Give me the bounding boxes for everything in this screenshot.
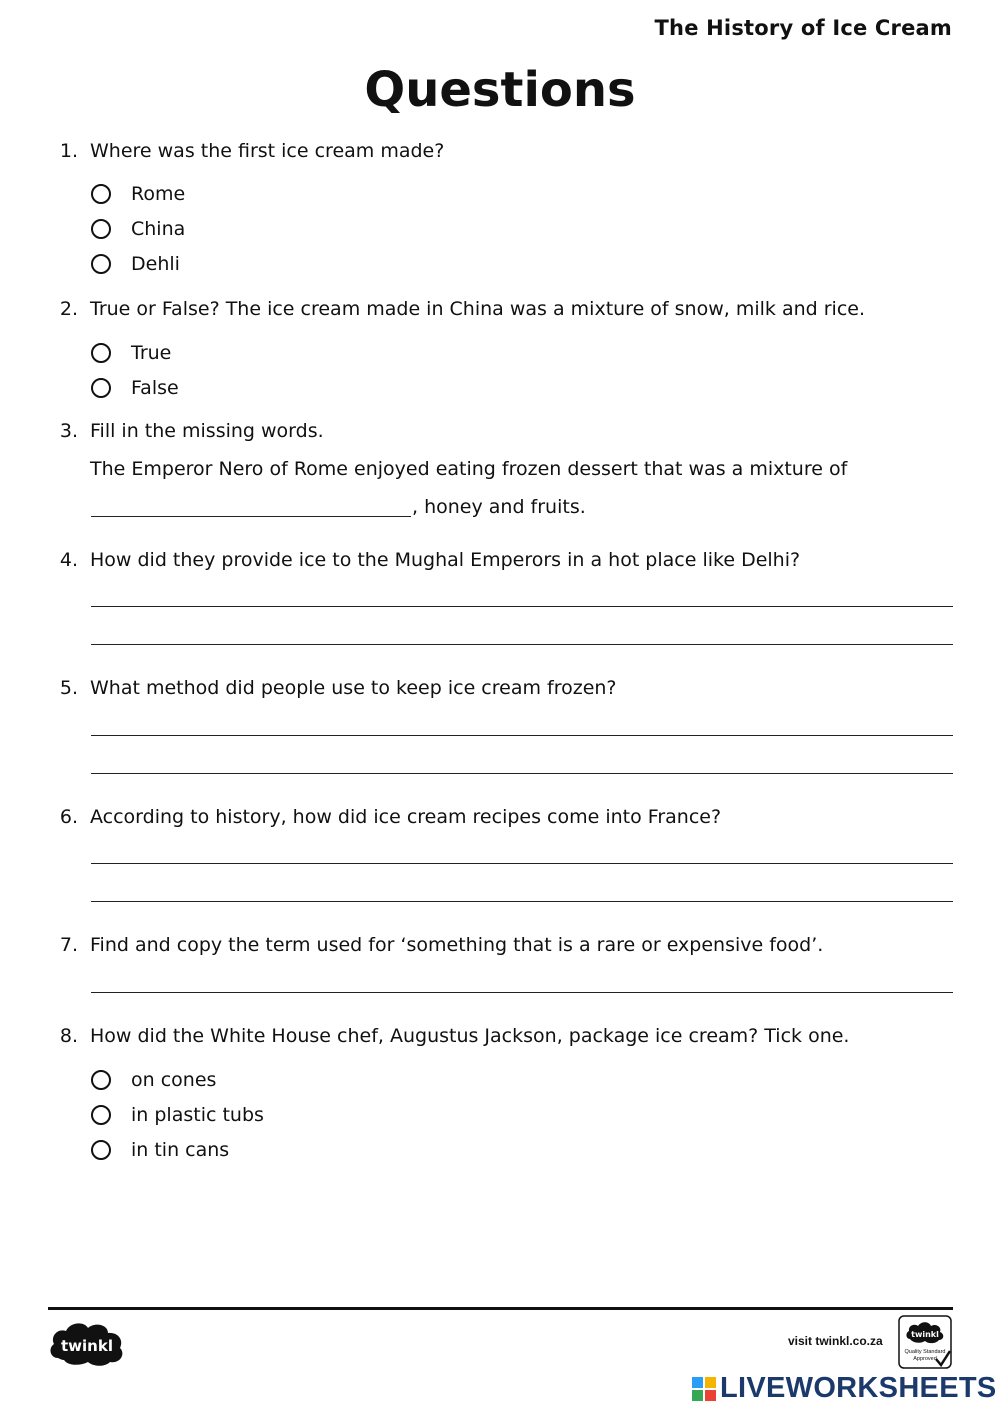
option-label: in tin cans <box>131 1139 230 1161</box>
badge-line: Approved <box>913 1356 937 1362</box>
question-text: Fill in the missing words. <box>90 420 324 442</box>
fill-in-sentence-end: , honey and fruits. <box>412 496 586 518</box>
radio-option[interactable] <box>91 219 111 239</box>
page-title: Questions <box>364 62 636 118</box>
badge-brand: twinkl <box>911 1330 939 1339</box>
answer-line[interactable] <box>91 606 953 607</box>
radio-option[interactable] <box>91 1140 111 1160</box>
quality-badge <box>898 1315 952 1369</box>
option-label: China <box>131 218 186 240</box>
answer-line[interactable] <box>91 735 953 736</box>
question-text: According to history, how did ice cream recipes come into France? <box>90 806 722 828</box>
option-label: Dehli <box>131 253 180 275</box>
answer-line[interactable] <box>91 901 953 902</box>
question-text: Where was the first ice cream made? <box>90 140 445 162</box>
question-text: How did they provide ice to the Mughal Emperors in a hot place like Delhi? <box>90 549 801 571</box>
fill-in-sentence: The Emperor Nero of Rome enjoyed eating frozen dessert that was a mixture of <box>90 458 848 480</box>
footer-rule <box>48 1307 953 1310</box>
radio-option[interactable] <box>91 378 111 398</box>
question-text: Find and copy the term used for ‘something that is a rare or expensive food’. <box>90 934 824 956</box>
answer-line[interactable] <box>91 992 953 993</box>
question-number: 1. <box>59 140 78 162</box>
option-label: on cones <box>131 1069 217 1091</box>
radio-option[interactable] <box>91 184 111 204</box>
question-number: 3. <box>59 420 78 442</box>
question-number: 7. <box>59 934 78 956</box>
twinkl-logo-text: twinkl <box>61 1337 113 1355</box>
fill-in-blank[interactable] <box>91 516 411 517</box>
option-label: in plastic tubs <box>131 1104 264 1126</box>
question-number: 4. <box>59 549 78 571</box>
question-number: 2. <box>59 298 78 320</box>
question-text: What method did people use to keep ice cream frozen? <box>90 677 617 699</box>
question-text: True or False? The ice cream made in China was a mixture of snow, milk and rice. <box>90 298 866 320</box>
liveworksheets-brand[interactable]: LIVEWORKSHEETS <box>720 1372 997 1404</box>
question-text: How did the White House chef, Augustus Jackson, package ice cream? Tick one. <box>90 1025 850 1047</box>
visit-link[interactable]: visit twinkl.co.za <box>788 1334 883 1348</box>
liveworksheets-icon <box>692 1377 716 1401</box>
option-label: True <box>131 342 172 364</box>
answer-line[interactable] <box>91 644 953 645</box>
radio-option[interactable] <box>91 1070 111 1090</box>
question-number: 6. <box>59 806 78 828</box>
radio-option[interactable] <box>91 254 111 274</box>
radio-option[interactable] <box>91 343 111 363</box>
twinkl-logo <box>48 1318 126 1368</box>
worksheet-title: The History of Ice Cream <box>654 16 952 40</box>
radio-option[interactable] <box>91 1105 111 1125</box>
question-number: 8. <box>59 1025 78 1047</box>
option-label: Rome <box>131 183 186 205</box>
option-label: False <box>131 377 179 399</box>
badge-line: Quality Standard <box>904 1349 946 1355</box>
answer-line[interactable] <box>91 773 953 774</box>
answer-line[interactable] <box>91 863 953 864</box>
question-number: 5. <box>59 677 78 699</box>
